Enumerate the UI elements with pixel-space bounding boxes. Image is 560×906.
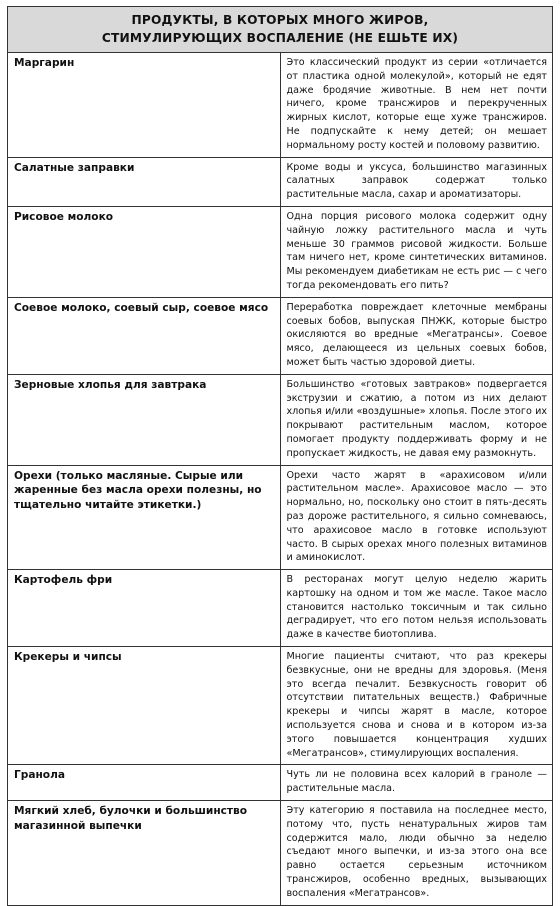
table-title (8, 7, 553, 53)
food-table (7, 6, 553, 906)
row-name: Картофель фри (8, 570, 281, 647)
row-description: Кроме воды и уксуса, большинство магазинных салатных заправок содержат только растительные масла, сахар и ароматизаторы. (280, 157, 553, 206)
table-row (8, 206, 553, 297)
row-name: Крекеры и чипсы (8, 647, 281, 765)
table-row (8, 765, 553, 801)
row-name: Маргарин (8, 53, 281, 158)
row-description: Одна порция рисового молока содержит одну чайную ложку растительного масла и чуть меньше 30 граммов рисовой жидкости. Больше там ничего нет, кроме синтетических витаминов. Мы рекомендуем диабетикам не есть рис — с чего тогда рекомендовать его пить? (280, 206, 553, 297)
table-row (8, 647, 553, 765)
row-description: Переработка повреждает клеточные мембраны соевых бобов, выпуская ПНЖК, которые быстро окисляются во вредные «Мегатрансы». Соевое мясо, делающееся из цельных соевых бобов, может быть частью здоровой диеты. (280, 297, 553, 374)
table-row (8, 465, 553, 570)
row-description: Это классический продукт из серии «отличается от пластика одной молекулой», который не едят даже бродячие животные. В нем нет почти ничего, кроме трансжиров и перекрученных жирных кислот, которые еще хуже трансжиров. Не подпускайте к нему детей; он мешает нормальному росту костей и половому развитию. (280, 53, 553, 158)
row-name: Гранола (8, 765, 281, 801)
row-name: Соевое молоко, соевый сыр, соевое мясо (8, 297, 281, 374)
table-row (8, 374, 553, 465)
row-description: Орехи часто жарят в «арахисовом и/или растительном масле». Арахисовое масло — это нормально, но, поскольку оно стоит в пять-десять раз дороже растительного, я сильно сомневаюсь, что арахисовое масло в готовке используют часто. В сырых орехах много полезных витаминов и аминокислот. (280, 465, 553, 570)
table-row (8, 157, 553, 206)
row-name: Зерновые хлопья для завтрака (8, 374, 281, 465)
table-row (8, 297, 553, 374)
row-description: Многие пациенты считают, что раз крекеры безвкусные, они не вредны для здоровья. (Меня это всегда печалит. Безвкусность говорит об отсутствии питательных веществ.) Фабричные крекеры и чипсы жарят в масле, которое используется снова и снова и в котором из-за этого повышается концентрация худших «Мегатрансов», стимулирующих воспаления. (280, 647, 553, 765)
row-description: Большинство «готовых завтраков» подвергается экструзии и сжатию, а потом из них делают хлопья и/или «воздушные» хлопья. После этого их покрывают растительным маслом, которое помогает продукту поддерживать форму и не пропускает жидкость, не давая ему размокнуть. (280, 374, 553, 465)
row-description: Чуть ли не половина всех калорий в граноле — растительные масла. (280, 765, 553, 801)
table-title-line-1: ПРОДУКТЫ, В КОТОРЫХ МНОГО ЖИРОВ, (131, 13, 429, 27)
table-container (7, 6, 553, 906)
table-row (8, 53, 553, 158)
row-name: Рисовое молоко (8, 206, 281, 297)
table-title-line-2: СТИМУЛИРУЮЩИХ ВОСПАЛЕНИЕ (НЕ ЕШЬТЕ ИХ) (101, 31, 459, 45)
table-row (8, 801, 553, 906)
row-name: Салатные заправки (8, 157, 281, 206)
row-description: Эту категорию я поставила на последнее место, потому что, пусть ненатуральных жиров там содержится мало, люди обычно за неделю съедают много выпечки, и из-за этого она все равно остается серьезным источником трансжиров, особенно вредных, вызывающих воспаления «Мегатрансов». (280, 801, 553, 906)
table-header-row (8, 7, 553, 53)
row-name: Мягкий хлеб, булочки и большинство магазинной выпечки (8, 801, 281, 906)
row-name: Орехи (только масляные. Сырые или жаренные без масла орехи полезны, но тщательно читайте этикетки.) (8, 465, 281, 570)
table-row (8, 570, 553, 647)
row-description: В ресторанах могут целую неделю жарить картошку на одном и том же масле. Такое масло становится настолько токсичным и так сильно деградирует, что его потом нельзя использовать даже в качестве биотоплива. (280, 570, 553, 647)
